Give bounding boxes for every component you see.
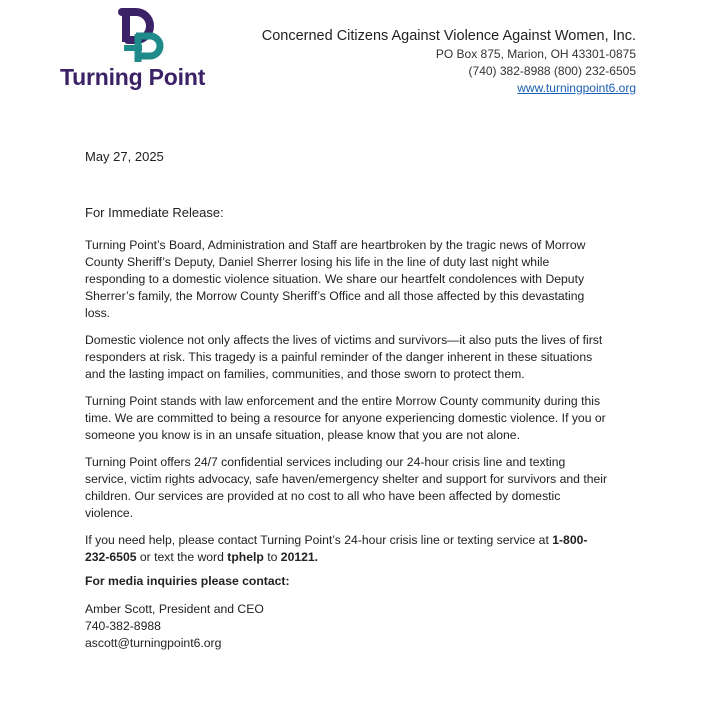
- contact-email: ascott@turningpoint6.org: [85, 636, 222, 650]
- paragraph-5: [85, 532, 610, 566]
- turning-point-logo-icon: [116, 8, 168, 64]
- text-keyword: tphelp: [227, 550, 264, 564]
- organization-address: PO Box 875, Marion, OH 43301-0875: [435, 47, 636, 61]
- crisis-line-number: 1-800-232-6505: [85, 533, 588, 564]
- release-heading: For Immediate Release:: [85, 205, 224, 220]
- letter-date: May 27, 2025: [85, 149, 164, 164]
- contact-phone: 740-382-8988: [85, 619, 161, 633]
- paragraph-3: Turning Point stands with law enforcement and the entire Morrow County community during this time. We are committed to being a resource for anyone experiencing domestic violence. If you or someone you know is in an unsafe situation, please know that you are not alone.: [85, 394, 606, 442]
- organization-name: Concerned Citizens Against Violence Against Women, Inc.: [261, 28, 636, 44]
- website-link[interactable]: www.turningpoint6.org: [517, 81, 636, 95]
- paragraph-1: Turning Point’s Board, Administration and Staff are heartbroken by the tragic news of Morrow County Sheriff’s Deputy, Daniel Sherrer losing his life in the line of duty last night while responding to a domestic violence situation. We share our heartfelt condolences with Deputy Sherrer’s family, the Morrow County Sheriff’s Office and all those affected by this devastating loss.: [85, 238, 586, 320]
- help-text-b: or text the word: [136, 550, 228, 564]
- logo: [58, 8, 228, 98]
- text-number: 20121.: [280, 550, 319, 564]
- contact-block: [85, 601, 264, 652]
- paragraph-2: Domestic violence not only affects the lives of victims and survivors—it also puts the lives of first responders at risk. This tragedy is a painful reminder of the danger inherent in these situations and the lasting impact on families, communities, and those sworn to protect them.: [85, 333, 603, 381]
- help-text-a: If you need help, please contact Turning Point’s 24-hour crisis line or texting service at: [85, 533, 553, 547]
- organization-phones: (740) 382-8988 (800) 232-6505: [468, 64, 636, 78]
- organization-header: [262, 26, 636, 97]
- help-text-c: to: [263, 550, 281, 564]
- paragraph-4: Turning Point offers 24/7 confidential services including our 24-hour crisis line and texting service, victim rights advocacy, safe haven/emergency shelter and support for survivors and their children. Our services are provided at no cost to all who have been affected by domestic violence.: [85, 455, 608, 520]
- media-inquiries-heading: For media inquiries please contact:: [85, 574, 290, 588]
- contact-name: Amber Scott, President and CEO: [85, 602, 264, 616]
- logo-name: Turning Point: [60, 64, 206, 90]
